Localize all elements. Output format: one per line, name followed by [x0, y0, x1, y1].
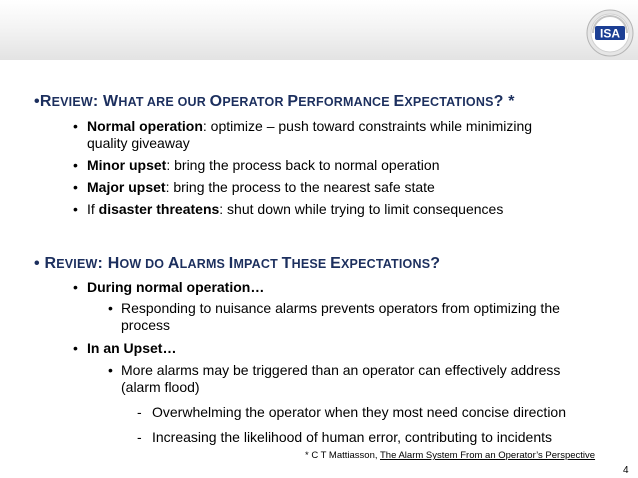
heading-fragment: XPECTATIONS: [404, 95, 494, 109]
heading-fragment: EVIEW: [56, 257, 98, 271]
list-item-nuisance-alarms: Responding to nuisance alarms prevents operators from optimizing the: [121, 300, 560, 316]
section-1-heading: [34, 93, 515, 111]
list-item-major-upset: [87, 179, 435, 196]
list-item-text: : shut down while trying to limit consequences: [219, 201, 504, 217]
footnote-prefix: * C T Mattiasson,: [305, 450, 380, 461]
list-item-text: : optimize – push toward constraints while minimizing: [202, 118, 533, 134]
bullet-dot: •: [108, 300, 113, 316]
heading-fragment: PERATOR: [222, 95, 288, 109]
heading-fragment: XPECTATIONS: [341, 257, 431, 271]
logo-text: ISA: [599, 26, 621, 41]
list-item-text: : bring the process to the nearest safe state: [165, 179, 435, 195]
list-item-term: Major upset: [87, 179, 166, 195]
isa-logo: [586, 9, 634, 57]
heading-fragment: : W: [92, 93, 119, 110]
list-item-prefix: If: [87, 201, 99, 217]
list-item-minor-upset: [87, 157, 440, 174]
heading-fragment: I: [228, 255, 234, 272]
list-item-continuation: process: [121, 317, 171, 333]
list-item-disaster: [87, 201, 503, 218]
bullet-dot: •: [73, 201, 78, 217]
list-item-text: : bring the process back to normal operation: [166, 157, 440, 173]
heading-fragment: ? *: [493, 93, 515, 110]
list-item-alarm-flood: More alarms may be triggered than an operator can effectively address: [121, 362, 561, 378]
heading-fragment: HESE: [291, 257, 331, 271]
heading-fragment: EVIEW: [51, 95, 93, 109]
heading-fragment: ERFORMANCE: [298, 95, 394, 109]
dash-marker: -: [137, 404, 142, 420]
heading-fragment: O: [209, 93, 223, 110]
page-number: 4: [623, 465, 629, 476]
heading-fragment: R: [44, 255, 57, 272]
bullet-dot: •: [73, 118, 78, 134]
heading-fragment: E: [393, 93, 405, 110]
list-item-normal-operation: [87, 118, 532, 135]
list-item-continuation: (alarm flood): [121, 379, 200, 395]
section-2-heading: [34, 255, 440, 273]
bullet-dot: •: [108, 362, 113, 378]
heading-fragment: R: [39, 93, 52, 110]
footnote-title: The Alarm System From an Operator’s Perspective: [379, 450, 596, 461]
list-item-human-error: Increasing the likelihood of human error, contributing to incidents: [152, 429, 553, 445]
bullet-dot: •: [73, 279, 78, 295]
heading-fragment: A: [167, 255, 180, 272]
list-item-overwhelming: Overwhelming the operator when they most need concise direction: [152, 404, 566, 420]
list-item-term: In an Upset…: [87, 340, 177, 356]
bullet-dot: •: [73, 157, 78, 173]
heading-fragment: : H: [97, 255, 120, 272]
section-1-bullet: •: [34, 93, 40, 110]
list-item-term: Normal operation: [87, 118, 203, 134]
heading-fragment: E: [330, 255, 341, 272]
heading-fragment: HAT ARE OUR: [118, 95, 210, 109]
heading-fragment: P: [287, 93, 299, 110]
header-band: [0, 0, 638, 60]
footnote: [305, 450, 595, 461]
bullet-dot: •: [73, 179, 78, 195]
list-item-term: Minor upset: [87, 157, 167, 173]
heading-fragment: MPACT: [233, 257, 282, 271]
list-item-during-normal: [87, 279, 264, 296]
dash-marker: -: [137, 429, 142, 445]
heading-fragment: T: [281, 255, 292, 272]
heading-fragment: ?: [430, 255, 441, 272]
list-item-continuation: quality giveaway: [87, 135, 190, 151]
bullet-dot: •: [73, 340, 78, 356]
section-2-bullet: •: [34, 255, 40, 272]
list-item-term: disaster threatens: [98, 201, 220, 217]
list-item-term: During normal operation…: [87, 279, 265, 295]
list-item-in-upset: [87, 340, 176, 357]
heading-fragment: LARMS: [179, 257, 229, 271]
heading-fragment: OW DO: [119, 257, 168, 271]
